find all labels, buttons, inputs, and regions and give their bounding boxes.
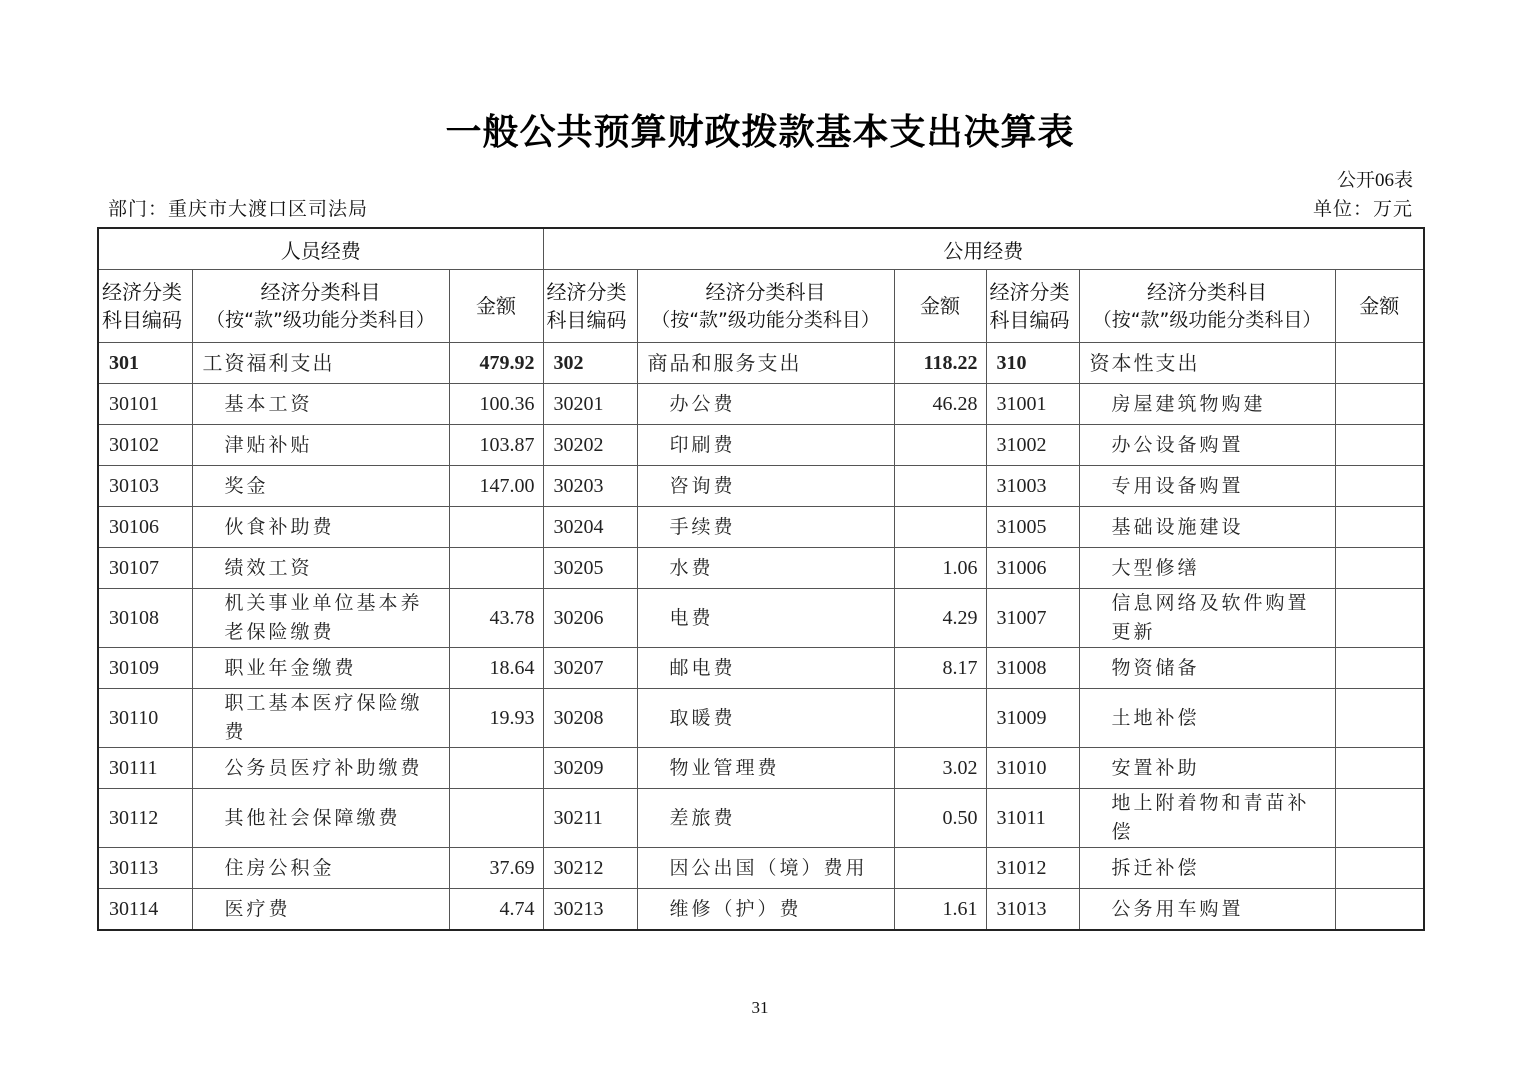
amount-cell — [894, 425, 986, 466]
table-row — [98, 889, 1424, 931]
section-header-public: 公用经费 — [543, 228, 1424, 270]
amount-cell: 46.28 — [894, 384, 986, 425]
name-cell: 水费 — [637, 548, 894, 589]
column-header-amount: 金额 — [1335, 270, 1424, 343]
code-cell: 30108 — [98, 589, 192, 648]
table-row — [98, 689, 1424, 748]
column-header-code — [543, 270, 637, 343]
name-cell: 物业管理费 — [637, 748, 894, 789]
name-cell: 其他社会保障缴费 — [192, 789, 449, 848]
code-cell: 31005 — [986, 507, 1079, 548]
name-cell: 住房公积金 — [192, 848, 449, 889]
column-header-code — [986, 270, 1079, 343]
header-text: 经济分类科目 — [260, 280, 381, 304]
code-cell: 30201 — [543, 384, 637, 425]
amount-cell — [1335, 789, 1424, 848]
table-row — [98, 466, 1424, 507]
amount-cell — [449, 548, 543, 589]
amount-cell: 18.64 — [449, 648, 543, 689]
name-cell: 公务员医疗补助缴费 — [192, 748, 449, 789]
total-amount-capital — [1335, 343, 1424, 384]
table-row — [98, 789, 1424, 848]
total-name-capital: 资本性支出 — [1079, 343, 1335, 384]
code-cell: 30202 — [543, 425, 637, 466]
table-row — [98, 848, 1424, 889]
name-cell: 大型修缮 — [1079, 548, 1335, 589]
amount-cell — [1335, 589, 1424, 648]
name-cell: 津贴补贴 — [192, 425, 449, 466]
table-row — [98, 507, 1424, 548]
amount-cell: 19.93 — [449, 689, 543, 748]
column-header-amount: 金额 — [894, 270, 986, 343]
name-cell: 机关事业单位基本养老保险缴费 — [192, 589, 449, 648]
header-subtext: （按“款”级功能分类科目） — [1092, 309, 1322, 331]
total-amount-goods: 118.22 — [894, 343, 986, 384]
column-header-name — [192, 270, 449, 343]
budget-table — [97, 227, 1425, 931]
name-cell: 电费 — [637, 589, 894, 648]
amount-cell — [449, 748, 543, 789]
code-cell: 31008 — [986, 648, 1079, 689]
name-cell: 职工基本医疗保险缴费 — [192, 689, 449, 748]
name-cell: 土地补偿 — [1079, 689, 1335, 748]
code-cell: 31007 — [986, 589, 1079, 648]
code-cell: 30207 — [543, 648, 637, 689]
name-cell: 基本工资 — [192, 384, 449, 425]
name-cell: 绩效工资 — [192, 548, 449, 589]
name-cell: 安置补助 — [1079, 748, 1335, 789]
code-cell: 30110 — [98, 689, 192, 748]
column-header-name — [1079, 270, 1335, 343]
totals-row — [98, 343, 1424, 384]
code-cell: 31002 — [986, 425, 1079, 466]
form-number: 公开06表 — [1336, 170, 1413, 191]
table-row — [98, 548, 1424, 589]
name-cell: 医疗费 — [192, 889, 449, 931]
amount-cell — [449, 507, 543, 548]
header-subtext: （按“款”级功能分类科目） — [206, 309, 435, 331]
section-header-personnel: 人员经费 — [98, 228, 543, 270]
code-cell: 31003 — [986, 466, 1079, 507]
name-cell: 拆迁补偿 — [1079, 848, 1335, 889]
header-text: 经济分类科目 — [705, 280, 826, 304]
name-cell: 伙食补助费 — [192, 507, 449, 548]
page-number: 31 — [751, 998, 769, 1017]
table-row — [98, 384, 1424, 425]
code-cell: 31006 — [986, 548, 1079, 589]
code-cell: 30213 — [543, 889, 637, 931]
header-text: 经济分类 — [546, 280, 627, 304]
total-code-personnel: 301 — [98, 343, 192, 384]
total-name-goods: 商品和服务支出 — [637, 343, 894, 384]
amount-cell: 1.61 — [894, 889, 986, 931]
name-cell: 办公费 — [637, 384, 894, 425]
code-cell: 30102 — [98, 425, 192, 466]
amount-cell — [449, 789, 543, 848]
name-cell: 房屋建筑物购建 — [1079, 384, 1335, 425]
amount-cell: 43.78 — [449, 589, 543, 648]
amount-cell: 0.50 — [894, 789, 986, 848]
code-cell: 31009 — [986, 689, 1079, 748]
table-row — [98, 748, 1424, 789]
code-cell: 31013 — [986, 889, 1079, 931]
amount-cell: 37.69 — [449, 848, 543, 889]
table-row — [98, 589, 1424, 648]
amount-cell — [894, 848, 986, 889]
amount-cell — [1335, 848, 1424, 889]
code-cell: 30114 — [98, 889, 192, 931]
name-cell: 专用设备购置 — [1079, 466, 1335, 507]
header-subtext: （按“款”级功能分类科目） — [651, 309, 880, 331]
amount-cell — [894, 466, 986, 507]
code-cell: 30206 — [543, 589, 637, 648]
name-cell: 咨询费 — [637, 466, 894, 507]
name-cell: 物资储备 — [1079, 648, 1335, 689]
amount-cell — [1335, 466, 1424, 507]
code-cell: 30112 — [98, 789, 192, 848]
name-cell: 奖金 — [192, 466, 449, 507]
code-cell: 31011 — [986, 789, 1079, 848]
amount-cell — [1335, 689, 1424, 748]
amount-cell: 147.00 — [449, 466, 543, 507]
unit-label: 单位：万元 — [1312, 199, 1413, 220]
amount-cell — [1335, 548, 1424, 589]
name-cell: 地上附着物和青苗补偿 — [1079, 789, 1335, 848]
amount-cell — [1335, 425, 1424, 466]
name-cell: 公务用车购置 — [1079, 889, 1335, 931]
header-text: 经济分类 — [989, 280, 1070, 304]
code-cell: 30109 — [98, 648, 192, 689]
name-cell: 办公设备购置 — [1079, 425, 1335, 466]
code-cell: 31010 — [986, 748, 1079, 789]
page-title: 一般公共预算财政拨款基本支出决算表 — [445, 112, 1075, 153]
amount-cell — [894, 689, 986, 748]
code-cell: 30113 — [98, 848, 192, 889]
name-cell: 印刷费 — [637, 425, 894, 466]
amount-cell: 4.29 — [894, 589, 986, 648]
amount-cell: 3.02 — [894, 748, 986, 789]
header-text: 科目编码 — [989, 308, 1070, 332]
code-cell: 30208 — [543, 689, 637, 748]
code-cell: 30107 — [98, 548, 192, 589]
code-cell: 30211 — [543, 789, 637, 848]
name-cell: 职业年金缴费 — [192, 648, 449, 689]
total-amount-personnel: 479.92 — [449, 343, 543, 384]
name-cell: 基础设施建设 — [1079, 507, 1335, 548]
code-cell: 30101 — [98, 384, 192, 425]
header-text: 经济分类 — [102, 280, 182, 304]
total-code-goods: 302 — [543, 343, 637, 384]
amount-cell: 8.17 — [894, 648, 986, 689]
header-text: 科目编码 — [102, 308, 182, 332]
amount-cell: 103.87 — [449, 425, 543, 466]
amount-cell — [1335, 889, 1424, 931]
code-cell: 30212 — [543, 848, 637, 889]
name-cell: 手续费 — [637, 507, 894, 548]
name-cell: 维修（护）费 — [637, 889, 894, 931]
total-name-personnel: 工资福利支出 — [192, 343, 449, 384]
code-cell: 30203 — [543, 466, 637, 507]
code-cell: 31001 — [986, 384, 1079, 425]
amount-cell — [1335, 507, 1424, 548]
code-cell: 30106 — [98, 507, 192, 548]
code-cell: 31012 — [986, 848, 1079, 889]
amount-cell: 100.36 — [449, 384, 543, 425]
header-text: 经济分类科目 — [1147, 280, 1268, 304]
header-text: 科目编码 — [546, 308, 627, 332]
code-cell: 30209 — [543, 748, 637, 789]
column-header-code — [98, 270, 192, 343]
amount-cell: 4.74 — [449, 889, 543, 931]
amount-cell — [1335, 748, 1424, 789]
amount-cell — [1335, 384, 1424, 425]
column-header-name — [637, 270, 894, 343]
name-cell: 邮电费 — [637, 648, 894, 689]
code-cell: 30103 — [98, 466, 192, 507]
code-cell: 30111 — [98, 748, 192, 789]
name-cell: 因公出国（境）费用 — [637, 848, 894, 889]
department-label: 部门：重庆市大渡口区司法局 — [108, 199, 369, 220]
amount-cell: 1.06 — [894, 548, 986, 589]
table-row — [98, 648, 1424, 689]
name-cell: 信息网络及软件购置更新 — [1079, 589, 1335, 648]
name-cell: 取暖费 — [637, 689, 894, 748]
amount-cell — [894, 507, 986, 548]
name-cell: 差旅费 — [637, 789, 894, 848]
table-row — [98, 425, 1424, 466]
total-code-capital: 310 — [986, 343, 1079, 384]
column-header-amount: 金额 — [449, 270, 543, 343]
code-cell: 30204 — [543, 507, 637, 548]
code-cell: 30205 — [543, 548, 637, 589]
amount-cell — [1335, 648, 1424, 689]
